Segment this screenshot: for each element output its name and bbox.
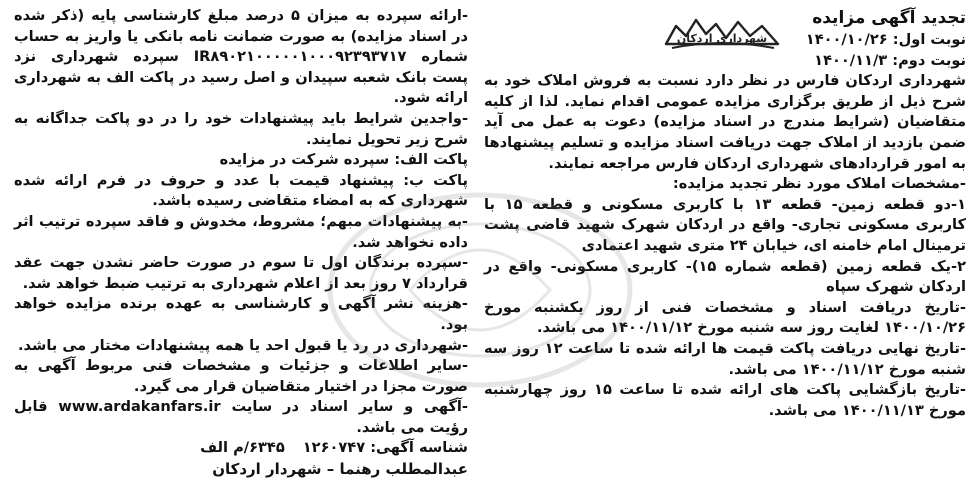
notice-left-column [14, 6, 476, 479]
invalid-bids-note: -به پیشنهادات مبهم؛ مشروط، مخدوش و فاقد سپرده ترتیب اثر داده نخواهد شد. [14, 212, 468, 251]
submission-deadline: -تاریخ نهایی دریافت پاکت قیمت ها ارائه شده تا ساعت ۱۲ روز سه شنبه مورخ ۱۴۰۰/۱۱/۱۲ می باشد. [484, 339, 966, 378]
envelope-a: پاکت الف: سپرده شرکت در مزایده [219, 151, 468, 169]
municipality-logo-icon [662, 14, 782, 58]
first-round-date: نوبت اول: ۱۴۰۰/۱۰/۲۶ [805, 31, 966, 48]
specs-heading: -مشخصات املاک مورد نظر تجدید مزایده: [672, 175, 966, 193]
website-note-suffix: قابل رؤیت می باشد. [14, 398, 468, 436]
logo-text: شهرداری اردکان [676, 32, 767, 45]
envelope-b: پاکت ب: پیشنهاد قیمت با عدد و حروف در فرم ارائه شده شهرداری که به امضاء متقاضی رسیده باشد. [14, 171, 468, 210]
other-info-note: -سایر اطلاعات و جزئیات و مشخصات فنی مربوط آگهی به صورت مجزا در اختیار متقاضیان قرار می گیرد. [14, 357, 468, 395]
reference-number: ۶۳۴۵/م الف [200, 439, 285, 457]
envelopes-paragraph: -واجدین شرایط باید پیشنهادات خود را در دو پاکت جداگانه به شرح زیر تحویل نمایند. [14, 109, 468, 148]
notice-header-text [806, 6, 966, 71]
costs-note: -هزینه نشر آگهی و کارشناسی به عهده برنده مزایده خواهد بود. [14, 295, 468, 333]
documents-date: -تاریخ دریافت اسناد و مشخصات فنی از روز یکشنبه مورخ ۱۴۰۰/۱۰/۲۶ لغایت روز سه شنبه مورخ ۱۴۰۰/۱۱/۱۲ می باشد. [484, 298, 966, 337]
website-link[interactable]: www.ardakanfars.ir [58, 398, 221, 416]
rights-note: -شهرداری در رد یا قبول احد یا همه پیشنهادات مختار می باشد. [18, 336, 468, 354]
ad-meta-line [14, 438, 468, 459]
property-item-1: ۱-دو قطعه زمین- قطعه ۱۳ با کاربری مسکونی و قطعه ۱۵ با کاربری مسکونی تجاری- واقع در اردکان شهرک شهید قاضی پشت ترمینال امام خامنه ای، خیابان ۲۴ متری شهید اعتمادی [484, 195, 966, 254]
property-item-2: ۲-یک قطعه زمین (قطعه شماره ۱۵)- کاربری مسکونی- واقع در اردکان شهرک سپاه [484, 257, 966, 296]
signature: عبدالمطلب رهنما – شهردار اردکان [212, 460, 468, 479]
notice-title: تجدید آگهی مزایده [812, 8, 966, 28]
website-note-prefix: -آگهی و سایر اسناد در سایت [231, 398, 468, 416]
ad-identifier: شناسه آگهی: ۱۲۶۰۷۴۷ [302, 439, 468, 457]
intro-paragraph: شهرداری اردکان فارس در نظر دارد نسبت به فروش املاک خود به شرح ذیل از طریق برگزاری مزایده عمومی اقدام نماید. لذا از کلیه متقاضیان (شرایط مندرج در اسناد مزایده) دعوت به عمل می آید ضمن بازدید از املاک جهت دریافت اسناد مزایده و تسلیم پیشنهادها به امور قراردادهای شهرداری اردکان فارس مراجعه نمایند. [484, 72, 966, 172]
notice-right-column [476, 6, 966, 475]
deposit-paragraph: -ارائه سپرده به میزان ۵ درصد مبلغ کارشناسی پایه (ذکر شده در اسناد مزایده) به صورت ضمانت نامه بانکی یا واریز به حساب شماره IR۸۹۰۲۱۰۰۰۰۰۱۰۰۰۹۲۳۹۳۷۱۷ سپرده شهرداری نزد پست بانک شعبه سپیدان و اصل رسید در پاکت الف به شهرداری ارائه شود. [14, 7, 468, 107]
opening-date: -تاریخ بازگشایی پاکت های ارائه شده تا ساعت ۱۵ روز چهارشنبه مورخ ۱۴۰۰/۱۱/۱۳ می باشد. [484, 381, 966, 419]
second-round-date: نوبت دوم: ۱۴۰۰/۱۱/۳ [814, 51, 966, 69]
notice-header [484, 6, 966, 71]
deposit-forfeit-note: -سپرده برندگان اول تا سوم در صورت حاضر نشدن جهت عقد قرارداد ۷ روز بعد از اعلام شهرداری به ترتیب ضبط خواهد شد. [14, 254, 468, 292]
website-note [14, 397, 468, 438]
